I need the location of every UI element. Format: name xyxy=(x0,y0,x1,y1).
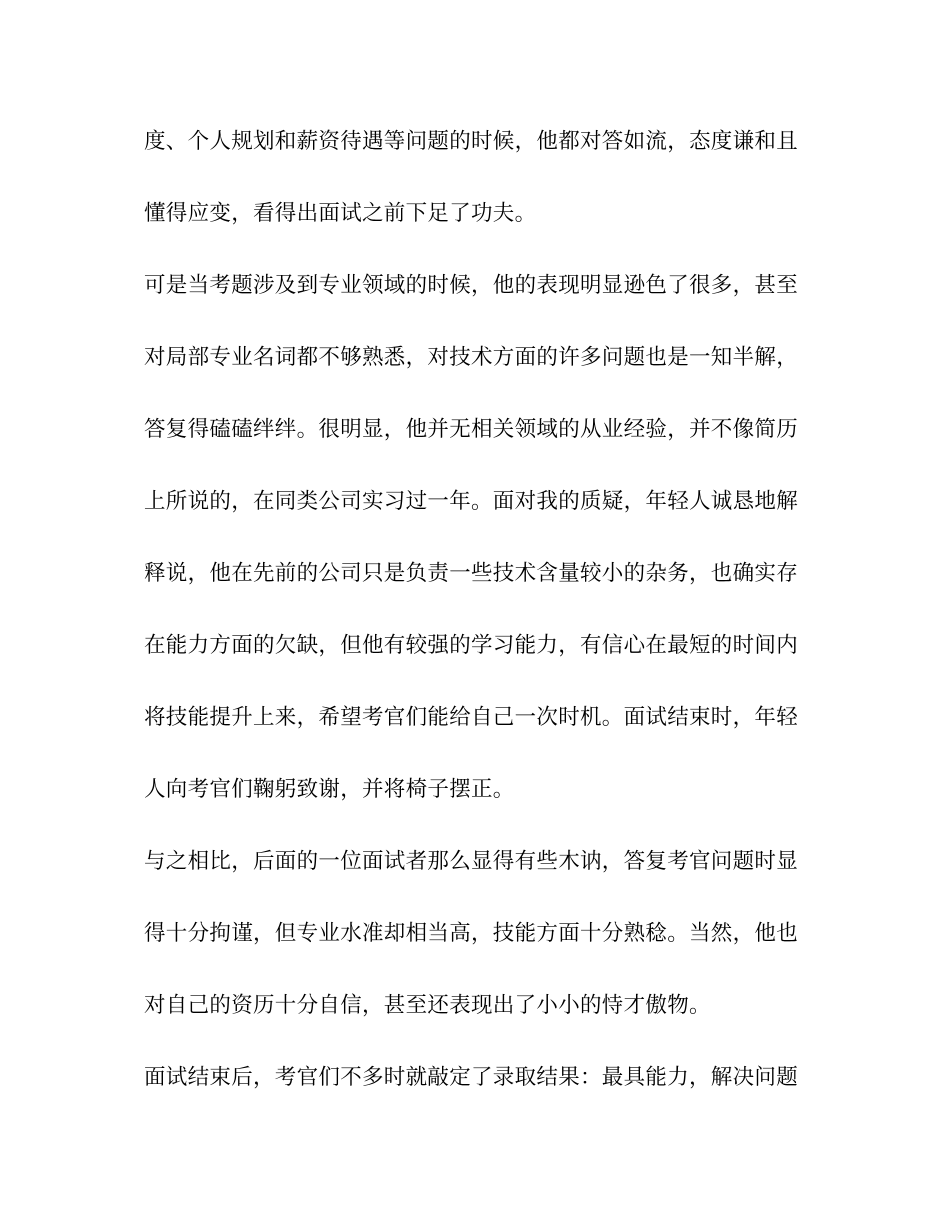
text-line: 对局部专业名词都不够熟悉，对技术方面的许多问题也是一知半解， xyxy=(144,345,799,370)
text-line: 度、个人规划和薪资待遇等问题的时候，他都对答如流，态度谦和且 xyxy=(144,129,799,154)
text-line: 人向考官们鞠躬致谢，并将椅子摆正。 xyxy=(144,777,515,802)
text-line: 释说，他在先前的公司只是负责一些技术含量较小的杂务，也确实存 xyxy=(144,561,799,586)
text-line: 与之相比，后面的一位面试者那么显得有些木讷，答复考官问题时显 xyxy=(144,849,799,874)
text-line: 可是当考题涉及到专业领域的时候，他的表现明显逊色了很多，甚至 xyxy=(144,273,799,298)
text-line: 将技能提升上来，希望考官们能给自己一次时机。面试结束时，年轻 xyxy=(144,705,799,730)
text-line: 在能力方面的欠缺，但他有较强的学习能力，有信心在最短的时间内 xyxy=(144,633,799,658)
text-line: 面试结束后，考官们不多时就敲定了录取结果：最具能力，解决问题 xyxy=(144,1065,799,1090)
text-line: 懂得应变，看得出面试之前下足了功夫。 xyxy=(144,201,537,226)
text-line: 对自己的资历十分自信，甚至还表现出了小小的恃才傲物。 xyxy=(144,993,711,1018)
text-line: 得十分拘谨，但专业水准却相当高，技能方面十分熟稔。当然，他也 xyxy=(144,921,799,946)
text-line: 答复得磕磕绊绊。很明显，他并无相关领域的从业经验，并不像简历 xyxy=(144,417,799,442)
text-line: 上所说的，在同类公司实习过一年。面对我的质疑，年轻人诚恳地解 xyxy=(144,489,799,514)
